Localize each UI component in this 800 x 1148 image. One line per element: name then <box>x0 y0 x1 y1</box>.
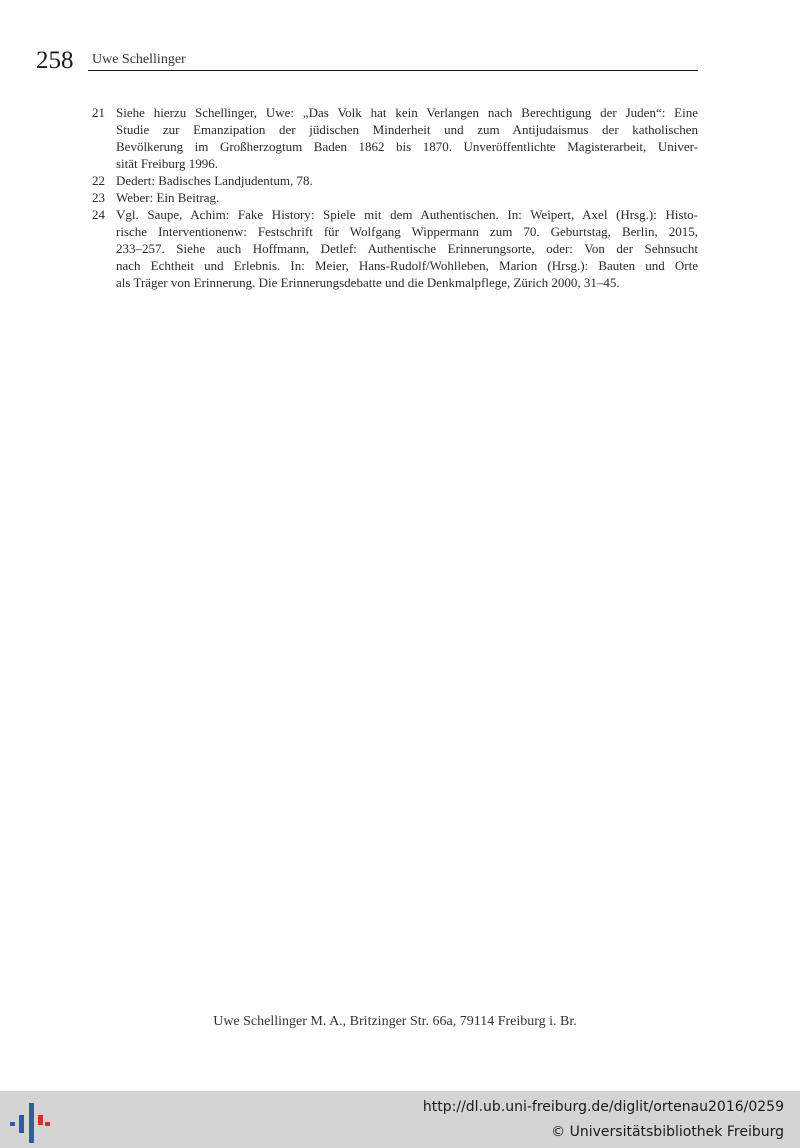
footnote-21 <box>92 104 698 172</box>
footnote-line: Vgl. Saupe, Achim: Fake History: Spiele mit dem Authentischen. In: Weipert, Axel (Hrsg.): Histo- <box>116 207 698 222</box>
footnote-text <box>116 172 698 189</box>
footnote-24 <box>92 206 698 291</box>
footnote-line: 233–257. Siehe auch Hoffmann, Detlef: Authentische Erinnerungsorte, oder: Von der Sehnsucht <box>116 241 698 256</box>
page-number: 258 <box>36 47 74 74</box>
footer-copyright: © Universitätsbibliothek Freiburg <box>551 1124 784 1140</box>
footnote-23 <box>92 189 698 206</box>
footnote-line: Weber: Ein Beitrag. <box>116 190 220 205</box>
footnote-line: Dedert: Badisches Landjudentum, 78. <box>116 173 313 188</box>
footnote-number: 23 <box>92 190 105 205</box>
ub-freiburg-logo-icon <box>10 1101 50 1143</box>
author-address: Uwe Schellinger M. A., Britzinger Str. 66a, 79114 Freiburg i. Br. <box>213 1014 577 1029</box>
footnote-number: 21 <box>92 105 105 120</box>
footer-url-link[interactable]: http://dl.ub.uni-freiburg.de/diglit/ortenau2016/0259 <box>422 1099 784 1115</box>
header-rule <box>88 70 698 71</box>
footnote-22 <box>92 172 698 189</box>
footnote-line: nach Echtheit und Erlebnis. In: Meier, Hans-Rudolf/Wohlleben, Marion (Hrsg.): Bauten und Orte <box>116 258 698 273</box>
footnote-line: Studie zur Emanzipation der jüdischen Minderheit und zum Antijudaismus der katholischen <box>116 122 698 137</box>
footnote-text <box>116 189 698 206</box>
footnote-line: Bevölkerung im Großherzogtum Baden 1862 bis 1870. Unveröffentlichte Magisterarbeit, Univer- <box>116 139 698 154</box>
running-head: Uwe Schellinger <box>92 52 186 67</box>
footnote-line: rische Interventionenw: Festschrift für Wolfgang Wippermann zum 70. Geburtstag, Berlin, 2015, <box>116 224 698 239</box>
footnote-text <box>116 206 698 291</box>
footnote-number: 24 <box>92 207 105 222</box>
footnote-number: 22 <box>92 173 105 188</box>
footnote-line: als Träger von Erinnerung. Die Erinnerungsdebatte und die Denkmalpflege, Zürich 2000, 31–45. <box>116 275 620 290</box>
footnote-line: Siehe hierzu Schellinger, Uwe: „Das Volk hat kein Verlangen nach Berechtigung der Juden“: Eine <box>116 105 698 120</box>
footer-bar <box>0 1091 800 1148</box>
footnotes <box>92 104 698 291</box>
footnote-text <box>116 104 698 172</box>
footnote-line: sität Freiburg 1996. <box>116 156 218 171</box>
